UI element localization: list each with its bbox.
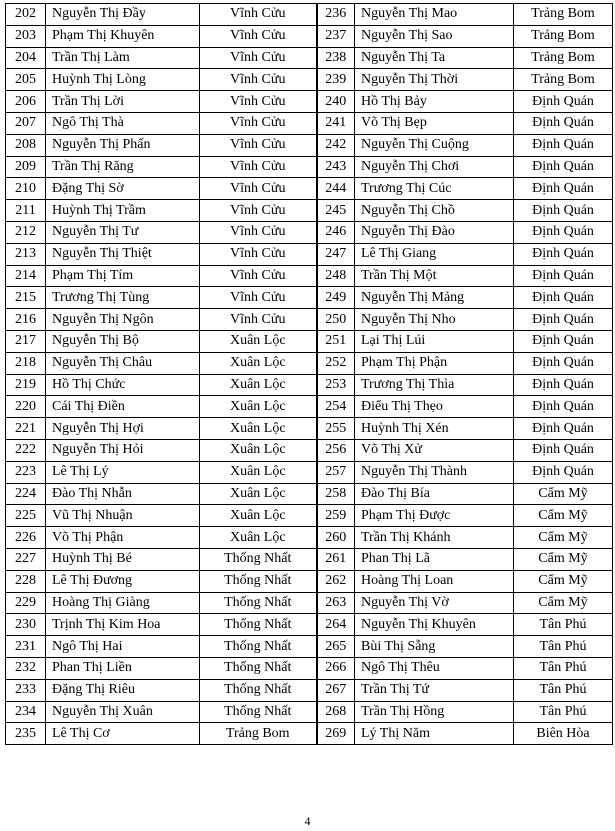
entry-name: Nguyễn Thị Xuân (46, 701, 200, 723)
table-row (6, 309, 613, 331)
entry-name: Hoàng Thị Giàng (46, 592, 200, 614)
entry-name: Võ Thị Phận (46, 527, 200, 549)
entry-district: Vĩnh Cửu (200, 69, 317, 91)
table-row (6, 614, 613, 636)
entry-name: Nguyễn Thị Chồ (355, 200, 514, 222)
entry-name: Hồ Thị Bảy (355, 91, 514, 113)
roster-body (6, 4, 613, 745)
entry-district: Thống Nhất (200, 570, 317, 592)
entry-name: Nguyễn Thị Khuyên (355, 614, 514, 636)
entry-district: Tân Phú (514, 657, 613, 679)
entry-name: Bùi Thị Sẵng (355, 636, 514, 658)
entry-number: 248 (317, 265, 355, 287)
entry-number: 269 (317, 723, 355, 745)
entry-district: Tân Phú (514, 701, 613, 723)
entry-district: Xuân Lộc (200, 418, 317, 440)
entry-district: Tân Phú (514, 679, 613, 701)
entry-district: Vĩnh Cửu (200, 25, 317, 47)
table-row (6, 483, 613, 505)
entry-number: 212 (6, 221, 46, 243)
entry-name: Nguyễn Thị Ta (355, 47, 514, 69)
entry-number: 227 (6, 548, 46, 570)
entry-district: Xuân Lộc (200, 527, 317, 549)
entry-district: Vĩnh Cửu (200, 287, 317, 309)
entry-district: Vĩnh Cửu (200, 221, 317, 243)
entry-number: 261 (317, 548, 355, 570)
entry-district: Định Quán (514, 221, 613, 243)
entry-district: Xuân Lộc (200, 483, 317, 505)
table-row (6, 47, 613, 69)
entry-district: Định Quán (514, 374, 613, 396)
entry-name: Nguyễn Thị Đào (355, 221, 514, 243)
entry-number: 202 (6, 4, 46, 26)
entry-district: Thống Nhất (200, 614, 317, 636)
entry-district: Tân Phú (514, 614, 613, 636)
table-row (6, 330, 613, 352)
entry-number: 260 (317, 527, 355, 549)
entry-number: 224 (6, 483, 46, 505)
entry-number: 233 (6, 679, 46, 701)
table-row (6, 4, 613, 26)
entry-district: Cẩm Mỹ (514, 483, 613, 505)
entry-district: Vĩnh Cửu (200, 200, 317, 222)
entry-name: Huỳnh Thị Trầm (46, 200, 200, 222)
entry-name: Nguyễn Thị Ngôn (46, 309, 200, 331)
entry-name: Huỳnh Thị Bé (46, 548, 200, 570)
entry-district: Định Quán (514, 134, 613, 156)
entry-name: Trần Thị Làm (46, 47, 200, 69)
entry-number: 219 (6, 374, 46, 396)
entry-name: Phạm Thị Khuyên (46, 25, 200, 47)
table-row (6, 374, 613, 396)
entry-name: Hoàng Thị Loan (355, 570, 514, 592)
entry-name: Lê Thị Cơ (46, 723, 200, 745)
table-row (6, 178, 613, 200)
entry-number: 229 (6, 592, 46, 614)
entry-number: 204 (6, 47, 46, 69)
entry-name: Nguyễn Thị Nho (355, 309, 514, 331)
entry-name: Vũ Thị Nhuận (46, 505, 200, 527)
entry-name: Phan Thị Lã (355, 548, 514, 570)
entry-name: Trần Thị Hồng (355, 701, 514, 723)
entry-number: 257 (317, 461, 355, 483)
entry-number: 205 (6, 69, 46, 91)
entry-number: 217 (6, 330, 46, 352)
entry-district: Vĩnh Cửu (200, 112, 317, 134)
entry-name: Huỳnh Thị Lòng (46, 69, 200, 91)
entry-district: Cẩm Mỹ (514, 570, 613, 592)
entry-number: 218 (6, 352, 46, 374)
entry-district: Xuân Lộc (200, 374, 317, 396)
entry-name: Ngô Thị Thêu (355, 657, 514, 679)
entry-number: 207 (6, 112, 46, 134)
entry-number: 214 (6, 265, 46, 287)
entry-district: Trảng Bom (200, 723, 317, 745)
table-row (6, 156, 613, 178)
entry-name: Nguyễn Thị Bộ (46, 330, 200, 352)
entry-name: Phan Thị Liền (46, 657, 200, 679)
entry-name: Trần Thị Lời (46, 91, 200, 113)
entry-district: Xuân Lộc (200, 352, 317, 374)
entry-name: Trương Thị Tùng (46, 287, 200, 309)
entry-number: 238 (317, 47, 355, 69)
entry-district: Định Quán (514, 309, 613, 331)
entry-name: Võ Thị Bẹp (355, 112, 514, 134)
table-row (6, 570, 613, 592)
table-row (6, 505, 613, 527)
entry-number: 237 (317, 25, 355, 47)
entry-district: Cẩm Mỹ (514, 505, 613, 527)
table-row (6, 723, 613, 745)
entry-name: Ngô Thị Hai (46, 636, 200, 658)
entry-number: 263 (317, 592, 355, 614)
entry-name: Lại Thị Lúi (355, 330, 514, 352)
entry-number: 210 (6, 178, 46, 200)
entry-name: Huỳnh Thị Xén (355, 418, 514, 440)
entry-name: Lê Thị Giang (355, 243, 514, 265)
entry-district: Định Quán (514, 91, 613, 113)
entry-name: Nguyễn Thị Đầy (46, 4, 200, 26)
entry-name: Lý Thị Năm (355, 723, 514, 745)
entry-name: Đặng Thị Riêu (46, 679, 200, 701)
table-row (6, 69, 613, 91)
entry-name: Nguyễn Thị Mao (355, 4, 514, 26)
entry-district: Định Quán (514, 112, 613, 134)
entry-number: 251 (317, 330, 355, 352)
entry-district: Vĩnh Cửu (200, 91, 317, 113)
entry-number: 246 (317, 221, 355, 243)
entry-number: 231 (6, 636, 46, 658)
entry-number: 240 (317, 91, 355, 113)
entry-district: Xuân Lộc (200, 461, 317, 483)
entry-number: 256 (317, 439, 355, 461)
entry-district: Trảng Bom (514, 69, 613, 91)
entry-district: Định Quán (514, 200, 613, 222)
entry-district: Định Quán (514, 287, 613, 309)
entry-number: 203 (6, 25, 46, 47)
entry-name: Lê Thị Đương (46, 570, 200, 592)
entry-name: Phạm Thị Phận (355, 352, 514, 374)
entry-district: Định Quán (514, 352, 613, 374)
entry-district: Trảng Bom (514, 4, 613, 26)
entry-number: 264 (317, 614, 355, 636)
entry-district: Định Quán (514, 418, 613, 440)
entry-name: Trịnh Thị Kim Hoa (46, 614, 200, 636)
entry-name: Nguyễn Thị Thành (355, 461, 514, 483)
entry-district: Thống Nhất (200, 657, 317, 679)
entry-name: Đào Thị Bía (355, 483, 514, 505)
entry-number: 235 (6, 723, 46, 745)
entry-name: Võ Thị Xử (355, 439, 514, 461)
entry-number: 259 (317, 505, 355, 527)
entry-number: 247 (317, 243, 355, 265)
table-row (6, 287, 613, 309)
entry-number: 216 (6, 309, 46, 331)
entry-district: Xuân Lộc (200, 330, 317, 352)
table-row (6, 134, 613, 156)
table-row (6, 701, 613, 723)
entry-district: Cẩm Mỹ (514, 548, 613, 570)
entry-number: 225 (6, 505, 46, 527)
entry-name: Nguyễn Thị Thời (355, 69, 514, 91)
entry-number: 208 (6, 134, 46, 156)
entry-district: Thống Nhất (200, 679, 317, 701)
entry-number: 250 (317, 309, 355, 331)
entry-district: Tân Phú (514, 636, 613, 658)
entry-name: Ngô Thị Thà (46, 112, 200, 134)
entry-number: 230 (6, 614, 46, 636)
entry-name: Trần Thị Tứ (355, 679, 514, 701)
entry-number: 253 (317, 374, 355, 396)
entry-number: 209 (6, 156, 46, 178)
table-row (6, 91, 613, 113)
entry-number: 266 (317, 657, 355, 679)
entry-number: 232 (6, 657, 46, 679)
entry-number: 244 (317, 178, 355, 200)
entry-number: 223 (6, 461, 46, 483)
entry-district: Định Quán (514, 265, 613, 287)
entry-name: Nguyễn Thị Tư (46, 221, 200, 243)
entry-number: 268 (317, 701, 355, 723)
table-row (6, 112, 613, 134)
entry-district: Vĩnh Cửu (200, 243, 317, 265)
table-row (6, 265, 613, 287)
entry-district: Cẩm Mỹ (514, 592, 613, 614)
entry-number: 249 (317, 287, 355, 309)
table-row (6, 592, 613, 614)
entry-name: Nguyễn Thị Châu (46, 352, 200, 374)
entry-name: Phạm Thị Được (355, 505, 514, 527)
entry-name: Nguyễn Thị Vờ (355, 592, 514, 614)
entry-name: Lê Thị Lý (46, 461, 200, 483)
entry-district: Thống Nhất (200, 548, 317, 570)
entry-number: 241 (317, 112, 355, 134)
table-row (6, 548, 613, 570)
entry-name: Nguyễn Thị Chơi (355, 156, 514, 178)
entry-name: Nguyễn Thị Thiệt (46, 243, 200, 265)
entry-name: Đào Thị Nhẫn (46, 483, 200, 505)
entry-number: 243 (317, 156, 355, 178)
roster-table (5, 3, 613, 745)
entry-district: Xuân Lộc (200, 505, 317, 527)
entry-district: Vĩnh Cửu (200, 156, 317, 178)
entry-number: 254 (317, 396, 355, 418)
entry-district: Vĩnh Cửu (200, 178, 317, 200)
entry-number: 262 (317, 570, 355, 592)
entry-district: Định Quán (514, 396, 613, 418)
table-row (6, 461, 613, 483)
table-row (6, 418, 613, 440)
page-number: 4 (304, 814, 311, 828)
table-row (6, 527, 613, 549)
table-row (6, 657, 613, 679)
entry-number: 234 (6, 701, 46, 723)
entry-number: 258 (317, 483, 355, 505)
entry-name: Nguyễn Thị Cuộng (355, 134, 514, 156)
entry-district: Định Quán (514, 243, 613, 265)
entry-district: Định Quán (514, 156, 613, 178)
entry-number: 206 (6, 91, 46, 113)
table-row (6, 352, 613, 374)
table-row (6, 200, 613, 222)
entry-number: 239 (317, 69, 355, 91)
entry-number: 211 (6, 200, 46, 222)
table-row (6, 679, 613, 701)
entry-district: Định Quán (514, 330, 613, 352)
entry-name: Nguyễn Thị Hợi (46, 418, 200, 440)
entry-name: Phạm Thị Tím (46, 265, 200, 287)
entry-number: 215 (6, 287, 46, 309)
entry-number: 221 (6, 418, 46, 440)
entry-district: Cẩm Mỹ (514, 527, 613, 549)
entry-name: Trương Thị Cúc (355, 178, 514, 200)
entry-name: Nguyễn Thị Hỏi (46, 439, 200, 461)
entry-number: 265 (317, 636, 355, 658)
entry-district: Định Quán (514, 461, 613, 483)
entry-name: Trần Thị Răng (46, 156, 200, 178)
entry-district: Thống Nhất (200, 636, 317, 658)
entry-number: 220 (6, 396, 46, 418)
table-row (6, 221, 613, 243)
entry-name: Hồ Thị Chức (46, 374, 200, 396)
entry-district: Vĩnh Cửu (200, 309, 317, 331)
entry-name: Trần Thị Khánh (355, 527, 514, 549)
entry-name: Nguyễn Thị Mảng (355, 287, 514, 309)
entry-district: Thống Nhất (200, 701, 317, 723)
entry-district: Vĩnh Cửu (200, 265, 317, 287)
entry-district: Trảng Bom (514, 47, 613, 69)
table-row (6, 396, 613, 418)
entry-number: 245 (317, 200, 355, 222)
entry-district: Trảng Bom (514, 25, 613, 47)
entry-number: 255 (317, 418, 355, 440)
entry-district: Xuân Lộc (200, 396, 317, 418)
entry-number: 213 (6, 243, 46, 265)
entry-number: 242 (317, 134, 355, 156)
entry-district: Định Quán (514, 439, 613, 461)
entry-number: 252 (317, 352, 355, 374)
table-row (6, 25, 613, 47)
entry-district: Thống Nhất (200, 592, 317, 614)
entry-name: Trần Thị Một (355, 265, 514, 287)
entry-name: Cái Thị Điền (46, 396, 200, 418)
entry-district: Vĩnh Cửu (200, 134, 317, 156)
entry-number: 222 (6, 439, 46, 461)
table-row (6, 243, 613, 265)
entry-name: Đặng Thị Sờ (46, 178, 200, 200)
entry-name: Điểu Thị Thẹo (355, 396, 514, 418)
entry-name: Trương Thị Thìa (355, 374, 514, 396)
entry-district: Vĩnh Cửu (200, 47, 317, 69)
entry-district: Biên Hòa (514, 723, 613, 745)
entry-district: Vĩnh Cửu (200, 4, 317, 26)
entry-number: 236 (317, 4, 355, 26)
entry-number: 267 (317, 679, 355, 701)
entry-name: Nguyễn Thị Phấn (46, 134, 200, 156)
entry-name: Nguyễn Thị Sao (355, 25, 514, 47)
entry-district: Xuân Lộc (200, 439, 317, 461)
table-row (6, 439, 613, 461)
entry-district: Định Quán (514, 178, 613, 200)
entry-number: 228 (6, 570, 46, 592)
table-row (6, 636, 613, 658)
entry-number: 226 (6, 527, 46, 549)
